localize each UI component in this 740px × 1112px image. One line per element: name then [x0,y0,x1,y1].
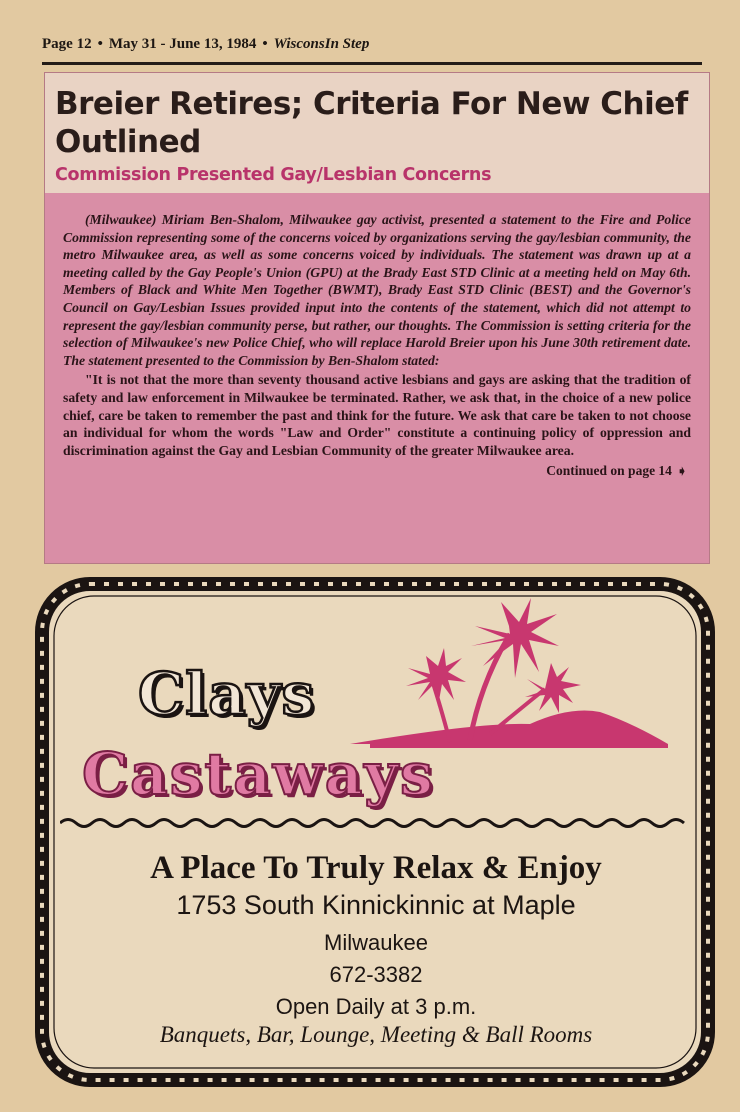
ad-phone: 672-3382 [329,962,423,987]
ad-city: Milwaukee [324,930,428,955]
palm-island-icon [330,594,670,764]
business-name-line1: Clays [138,660,316,728]
page-number: Page 12 [42,36,92,52]
header-rule [42,62,702,65]
arrow-right-icon: ➧ [676,464,687,479]
article-deck: Commission Presented Gay/Lesbian Concerns [55,165,492,185]
ad-rooms: Banquets, Bar, Lounge, Meeting & Ball Rooms [159,1022,593,1047]
continued-link[interactable] [63,462,691,481]
business-name-line2: Castaways [82,740,435,808]
clays-castaways-ad [30,572,722,1092]
publication-name: WisconsIn Step [273,36,370,52]
article-paragraph: (Milwaukee) Miriam Ben-Shalom, Milwaukee gay activist, presented a statement to the Fire and Police Commission representing some of the concerns voiced by organizations serving the gay/lesbian community, the metro Milwaukee area, as well as some concerns voiced by individuals. The statement was drawn up at a meeting called by the Gay People's Union (GPU) at the Brady East STD Clinic at a meeting held on May 6th. Members of Black and White Men Together (BWMT), Brady East STD Clinic (BEST) and the Governor's Council on Gay/Lesbian Issues provided input into the contents of the statement, which did not attempt to represent the gay/lesbian community perse, but rather, our thoughts. The Commission is setting criteria for the selection of Milwaukee's new Police Chief, who will replace Harold Breier upon his June 30th retirement date. The statement presented to the Commission by Ben-Shalom stated: [63,212,691,368]
continued-label: Continued on page 14 [546,463,672,479]
wave-divider [60,816,690,830]
running-header: Page 12 • May 31 - June 13, 1984 • WisconsIn Step [42,36,370,52]
ad-address: 1753 South Kinnickinnic at Maple [176,890,576,920]
ad-hours: Open Daily at 3 p.m. [275,994,477,1019]
article-box [44,72,710,564]
article-headline: Breier Retires; Criteria For New Chief Outlined [55,86,688,160]
article-quote-paragraph: "It is not that the more than seventy thousand active lesbians and gays are asking that the tradition of safety and law enforcement in Milwaukee be terminated. Rather, we ask that, in the choice of a new police chief, care be taken to remember the past and think for the future. We ask that care be taken to not choose an individual for whom the words "Law and Order" constitute a continuing policy of oppression and discrimination against the Gay and Lesbian Community of the greater Milwaukee area. [63,372,691,458]
article-body [45,193,709,563]
ad-tagline: A Place To Truly Relax & Enjoy [150,850,602,886]
issue-date: May 31 - June 13, 1984 [108,36,257,52]
